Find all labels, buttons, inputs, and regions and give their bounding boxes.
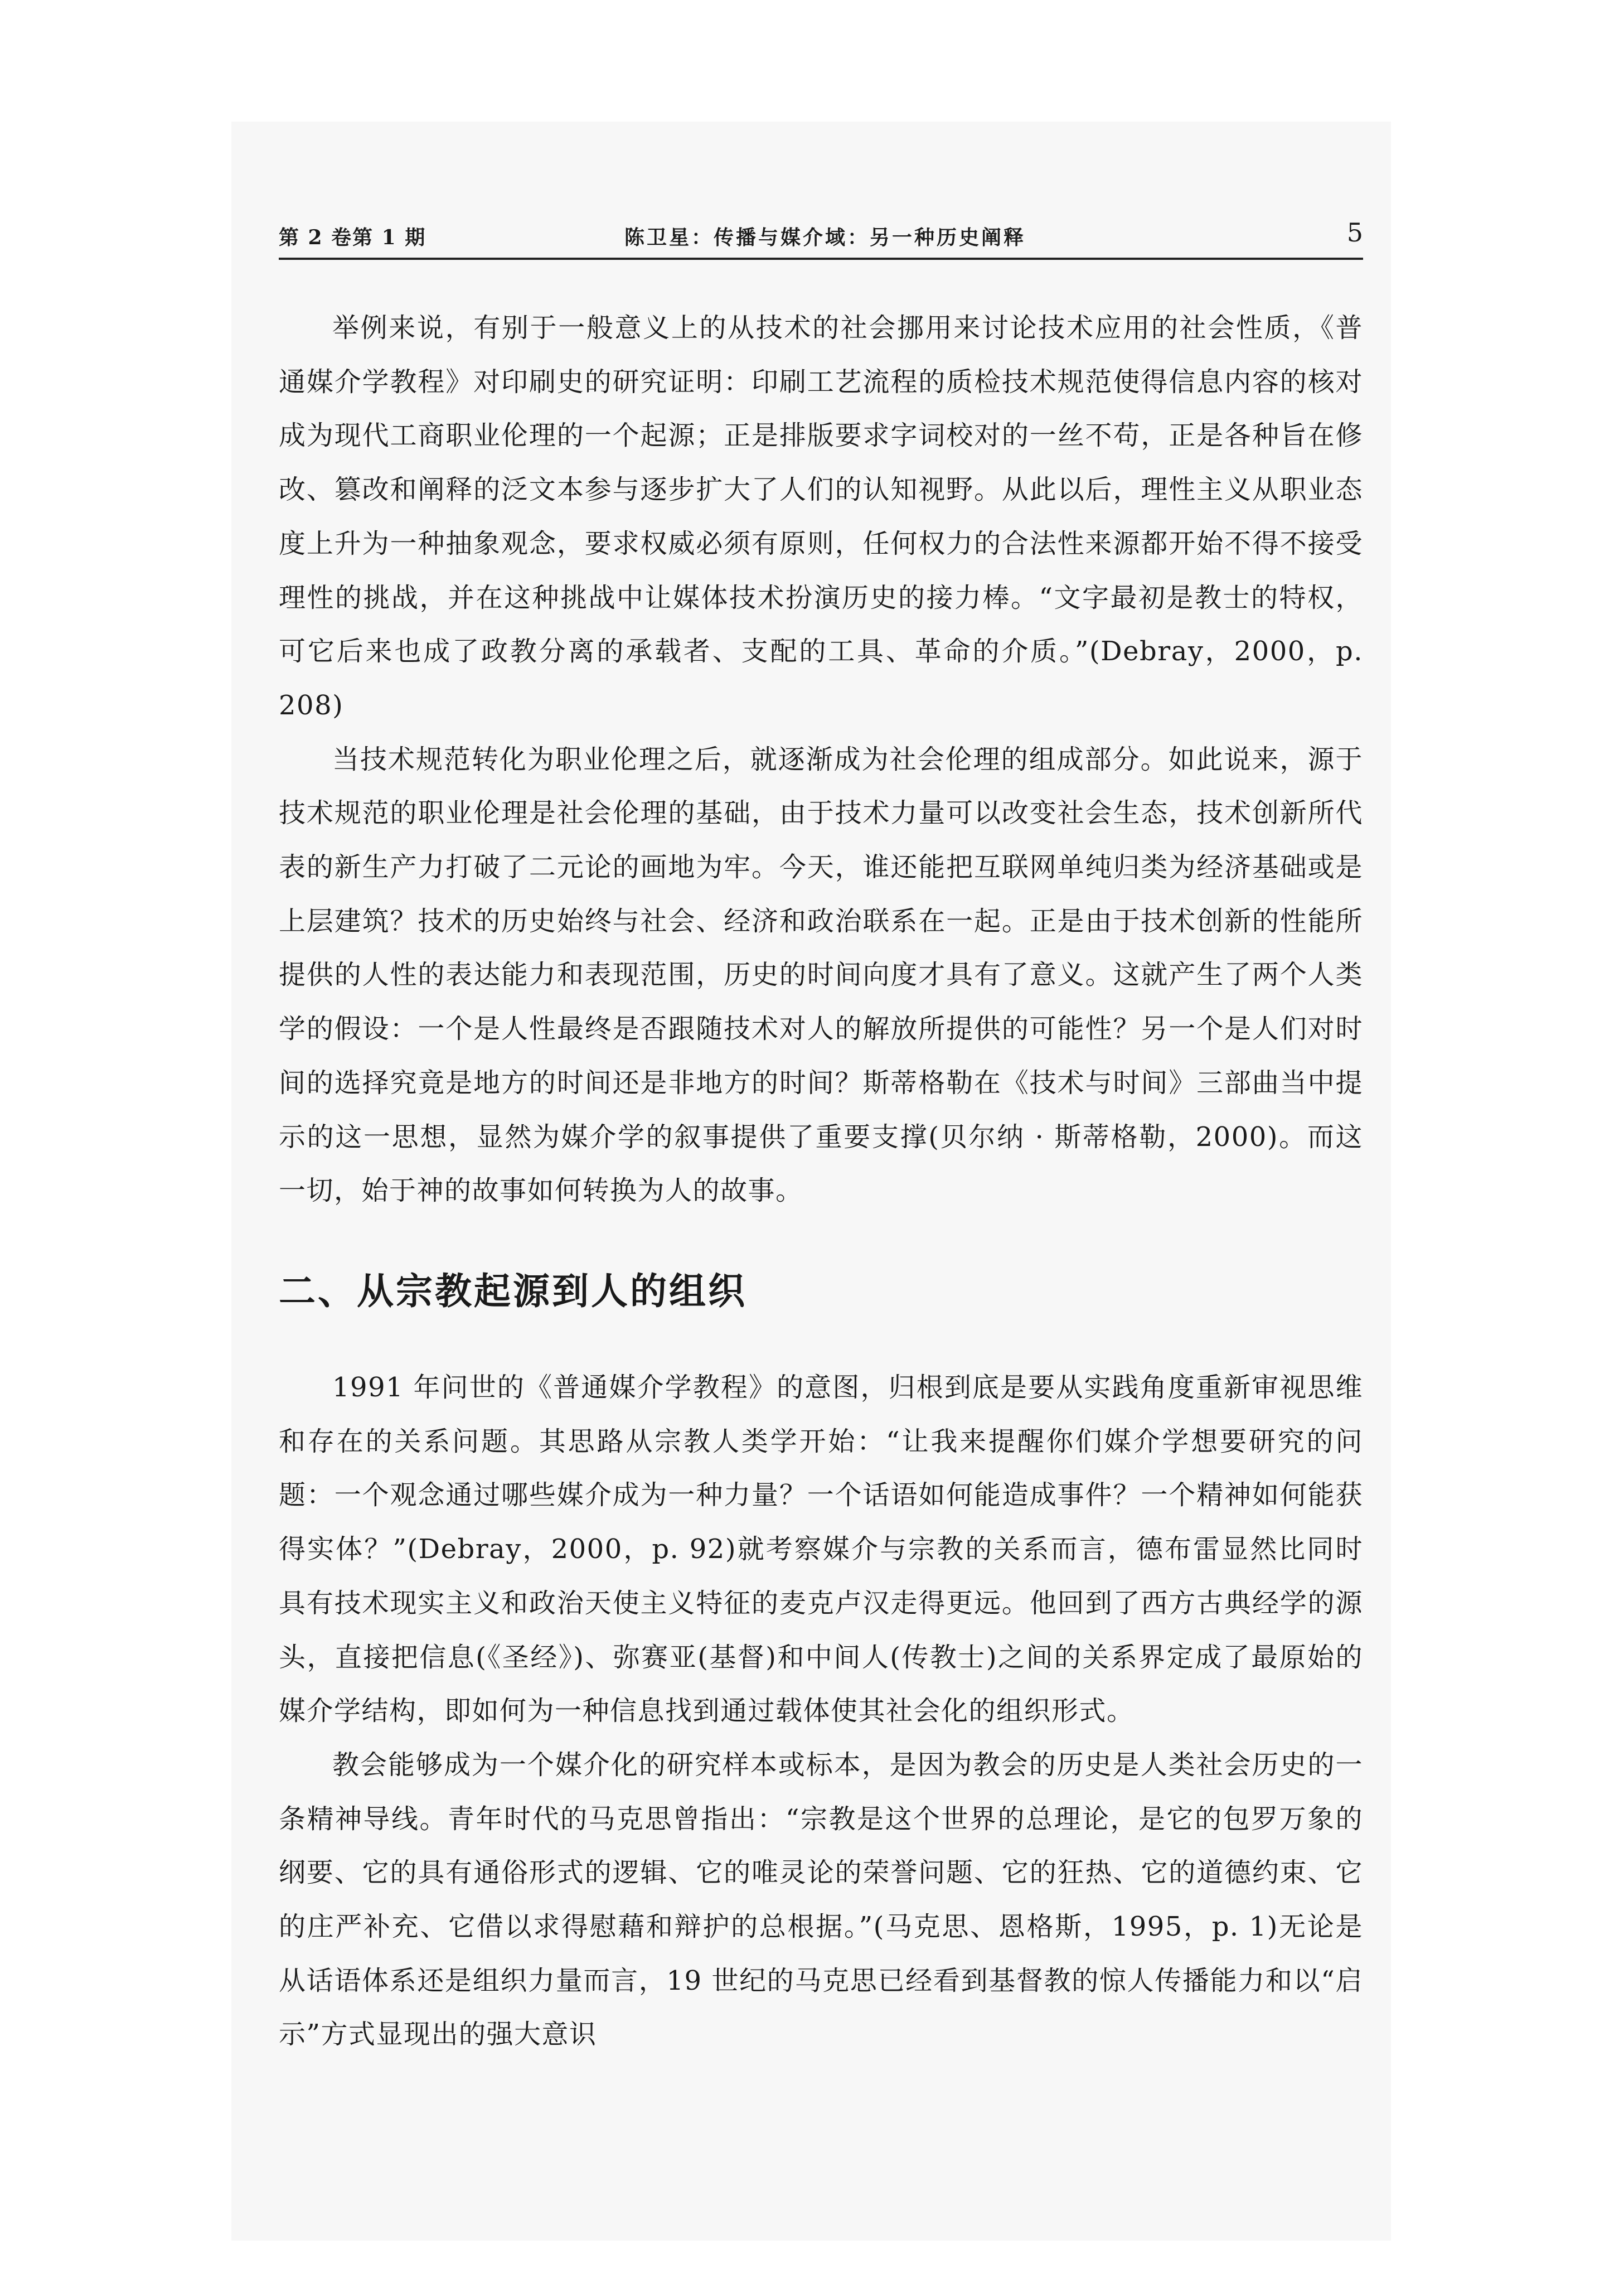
section-heading: 二、从宗教起源到人的组织 — [279, 1270, 747, 1313]
page-number: 5 — [1346, 217, 1363, 248]
journal-issue: 第 2 卷第 1 期 — [279, 226, 426, 249]
body-text-before-heading — [279, 301, 1363, 1218]
body-text-after-heading — [279, 1361, 1363, 2062]
article-title: 陈卫星：传播与媒介域：另一种历史阐释 — [624, 226, 1026, 249]
paragraph: 教会能够成为一个媒介化的研究样本或标本，是因为教会的历史是人类社会历史的一条精神导线。青年时代的马克思曾指出：“宗教是这个世界的总理论，是它的包罗万象的纲要、它的具有通俗形式的逻辑、它的唯灵论的荣誉问题、它的狂热、它的道德约束、它的庄严补充、它借以求得慰藉和辩护的总根据。”(马克思、恩格斯，1995，p. 1)无论是从话语体系还是组织力量而言，19 世纪的马克思已经看到基督教的惊人传播能力和以“启示”方式显现出的强大意识 — [279, 1749, 1363, 2050]
header-rule — [279, 258, 1363, 260]
paragraph: 举例来说，有别于一般意义上的从技术的社会挪用来讨论技术应用的社会性质，《普通媒介学教程》对印刷史的研究证明：印刷工艺流程的质检技术规范使得信息内容的核对成为现代工商职业伦理的一个起源；正是排版要求字词校对的一丝不苟，正是各种旨在修改、篡改和阐释的泛文本参与逐步扩大了人们的认知视野。从此以后，理性主义从职业态度上升为一种抽象观念，要求权威必须有原则，任何权力的合法性来源都开始不得不接受理性的挑战，并在这种挑战中让媒体技术扮演历史的接力棒。“文字最初是教士的特权，可它后来也成了政教分离的承载者、支配的工具、革命的介质。”(Debray，2000，p. 208) — [279, 312, 1363, 721]
running-header — [279, 217, 1363, 261]
paragraph: 当技术规范转化为职业伦理之后，就逐渐成为社会伦理的组成部分。如此说来，源于技术规范的职业伦理是社会伦理的基础，由于技术力量可以改变社会生态，技术创新所代表的新生产力打破了二元论的画地为牢。今天，谁还能把互联网单纯归类为经济基础或是上层建筑？技术的历史始终与社会、经济和政治联系在一起。正是由于技术创新的性能所提供的人性的表达能力和表现范围，历史的时间向度才具有了意义。这就产生了两个人类学的假设：一个是人性最终是否跟随技术对人的解放所提供的可能性？另一个是人们对时间的选择究竟是地方的时间还是非地方的时间？斯蒂格勒在《技术与时间》三部曲当中提示的这一思想，显然为媒介学的叙事提供了重要支撑(贝尔纳 · 斯蒂格勒，2000)。而这一切，始于神的故事如何转换为人的故事。 — [279, 743, 1363, 1207]
paragraph: 1991 年问世的《普通媒介学教程》的意图，归根到底是要从实践角度重新审视思维和存在的关系问题。其思路从宗教人类学开始：“让我来提醒你们媒介学想要研究的问题：一个观念通过哪些媒介成为一种力量？一个话语如何能造成事件？一个精神如何能获得实体？”(Debray，2000，p. 92)就考察媒介与宗教的关系而言，德布雷显然比同时具有技术现实主义和政治天使主义特征的麦克卢汉走得更远。他回到了西方古典经学的源头，直接把信息(《圣经》)、弥赛亚(基督)和中间人(传教士)之间的关系界定成了最原始的媒介学结构，即如何为一种信息找到通过载体使其社会化的组织形式。 — [279, 1372, 1363, 1727]
